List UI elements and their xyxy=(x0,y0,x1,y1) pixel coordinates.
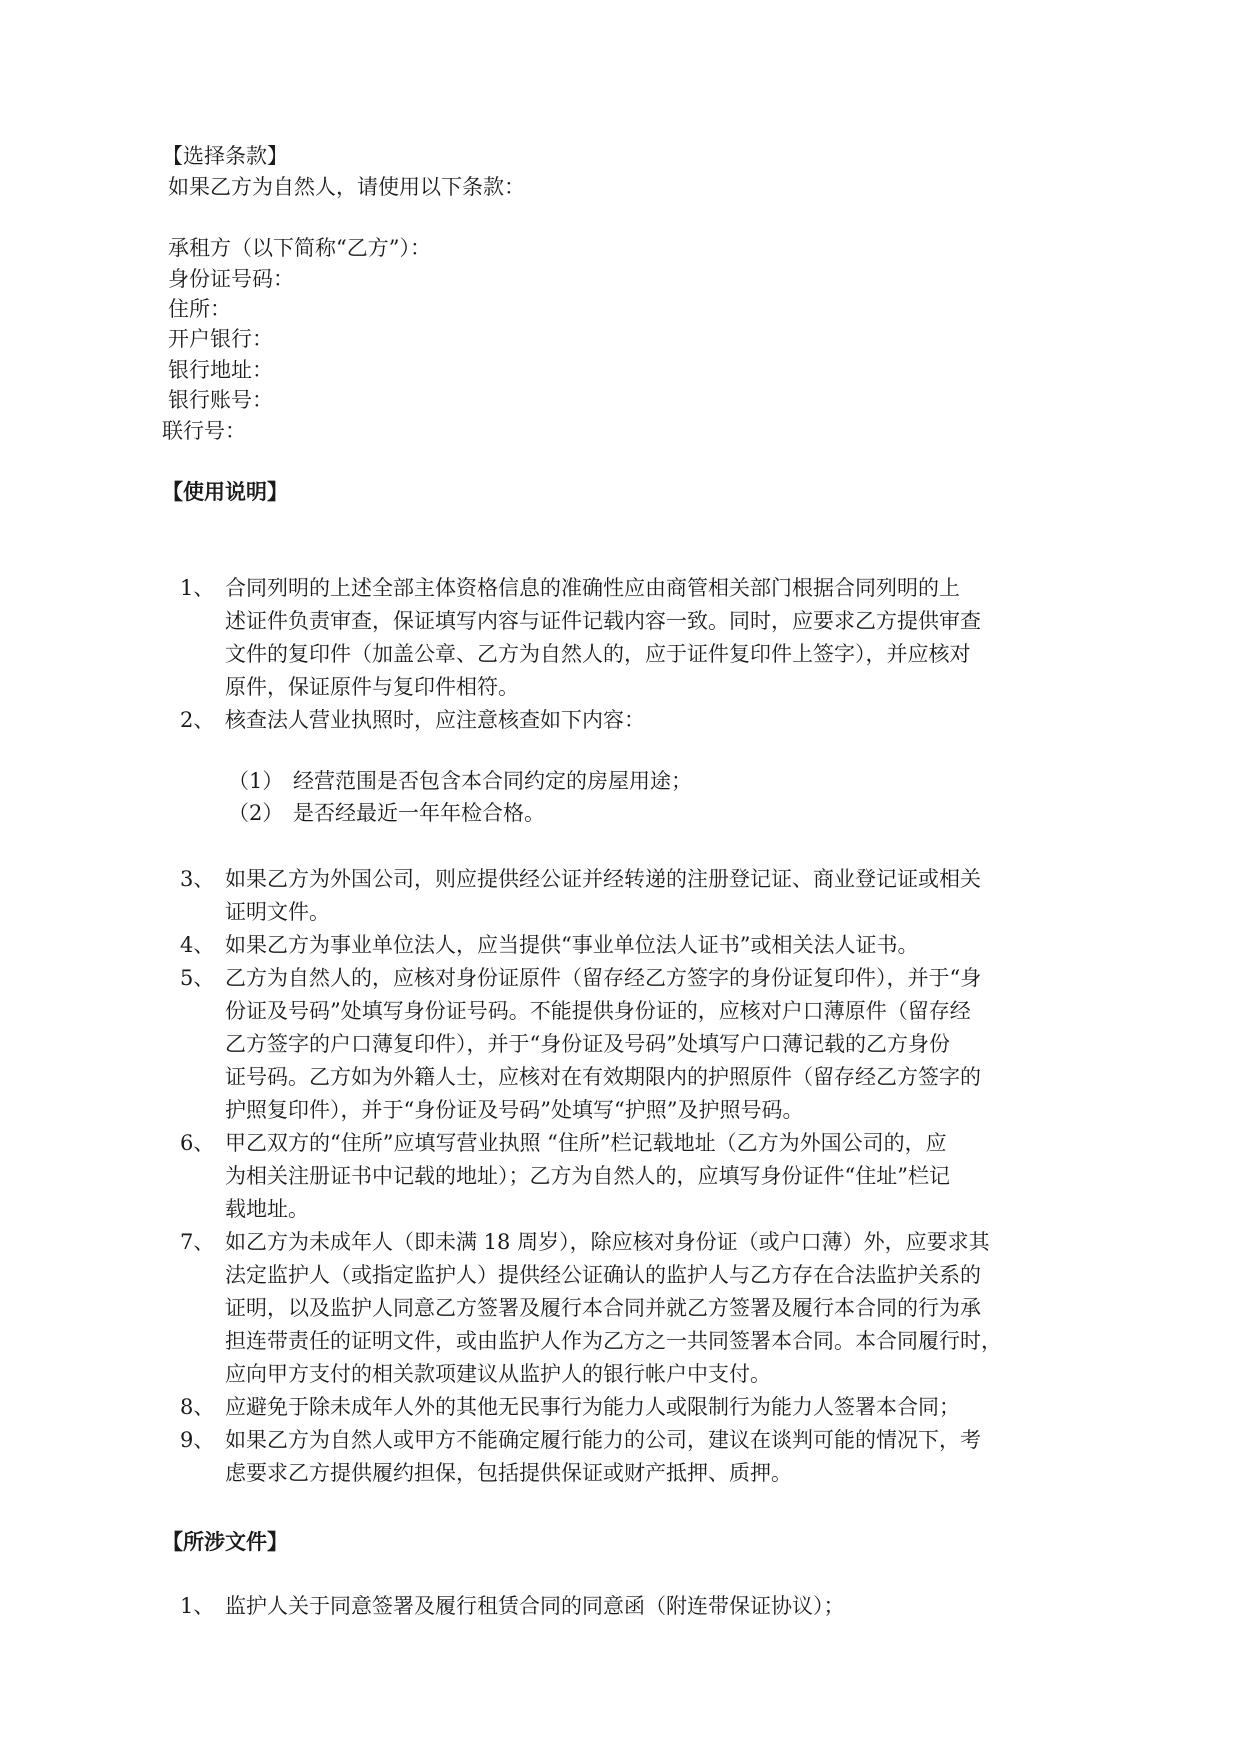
usage-item-9-number: 9、 xyxy=(180,1428,215,1452)
usage-item-4-number: 4、 xyxy=(180,933,215,957)
usage-item-8-number: 8、 xyxy=(180,1395,215,1419)
select-clause-title: 【选择条款】 xyxy=(162,144,288,168)
usage-item-1-line: 述证件负责审查，保证填写内容与证件记载内容一致。同时，应要求乙方提供审查 xyxy=(225,609,981,633)
usage-item-7 xyxy=(225,1226,1125,1391)
related-docs-title: 【所涉文件】 xyxy=(162,1529,288,1554)
usage-item-7-line: 如乙方为未成年人（即未满 18 周岁），除应核对身份证（或户口薄）外，应要求其 xyxy=(225,1230,990,1254)
usage-item-1-line: 合同列明的上述全部主体资格信息的准确性应由商管相关部门根据合同列明的上 xyxy=(225,576,960,600)
select-clause-intro: 如果乙方为自然人，请使用以下条款： xyxy=(168,175,525,199)
usage-item-1-number: 1、 xyxy=(180,576,215,600)
usage-item-1-line: 文件的复印件（加盖公章、乙方为自然人的，应于证件复印件上签字），并应核对 xyxy=(225,642,971,666)
usage-item-4-line: 如果乙方为事业单位法人，应当提供“事业单位法人证书”或相关法人证书。 xyxy=(225,933,919,957)
usage-item-7-line: 证明，以及监护人同意乙方签署及履行本合同并就乙方签署及履行本合同的行为承 xyxy=(225,1296,981,1320)
usage-item-4 xyxy=(225,929,1125,962)
usage-item-7-line: 应向甲方支付的相关款项建议从监护人的银行帐户中支付。 xyxy=(225,1362,771,1386)
usage-title: 【使用说明】 xyxy=(162,479,288,504)
usage-item-8-line: 应避免于除未成年人外的其他无民事行为能力人或限制行为能力人签署本合同； xyxy=(225,1395,960,1419)
usage-item-5-number: 5、 xyxy=(180,966,215,990)
usage-item-3 xyxy=(225,863,1125,929)
usage-item-7-number: 7、 xyxy=(180,1230,215,1254)
usage-item-7-line: 担连带责任的证明文件，或由监护人作为乙方之一共同签署本合同。本合同履行时， xyxy=(225,1329,1002,1353)
usage-item-7-line: 法定监护人（或指定监护人）提供经公证确认的监护人与乙方存在合法监护关系的 xyxy=(225,1263,981,1287)
usage-item-2-number: 2、 xyxy=(180,708,215,732)
usage-item-2-line: 核查法人营业执照时，应注意核查如下内容： xyxy=(225,708,645,732)
sub-item-1-number: （1） xyxy=(228,769,284,793)
field-bank: 开户银行： xyxy=(168,327,273,351)
usage-item-6-line: 甲乙双方的“住所”应填写营业执照 “住所”栏记载地址（乙方为外国公司的，应 xyxy=(225,1131,947,1155)
field-bank-address: 银行地址： xyxy=(168,358,273,382)
usage-item-3-number: 3、 xyxy=(180,867,215,891)
usage-item-1 xyxy=(225,572,1125,704)
usage-item-2 xyxy=(225,704,1125,737)
field-lessee: 承租方（以下简称“乙方”）： xyxy=(168,236,431,260)
usage-item-5-line: 份证及号码”处填写身份证号码。不能提供身份证的，应核对户口薄原件（留存经 xyxy=(225,999,971,1023)
sub-item-2-number: （2） xyxy=(228,801,284,825)
usage-item-5-line: 乙方为自然人的，应核对身份证原件（留存经乙方签字的身份证复印件），并于“身 xyxy=(225,966,982,990)
sub-item-1-text: 经营范围是否包含本合同约定的房屋用途； xyxy=(293,769,692,793)
usage-item-6 xyxy=(225,1127,1125,1226)
usage-item-5 xyxy=(225,962,1125,1127)
field-address: 住所： xyxy=(168,297,231,321)
field-bank-account: 银行账号： xyxy=(168,388,273,412)
related-doc-1-number: 1、 xyxy=(180,1594,215,1618)
usage-item-3-line: 如果乙方为外国公司，则应提供经公证并经转递的注册登记证、商业登记证或相关 xyxy=(225,867,981,891)
usage-item-5-line: 证号码。乙方如为外籍人士，应核对在有效期限内的护照原件（留存经乙方签字的 xyxy=(225,1065,981,1089)
usage-item-5-line: 乙方签字的户口薄复印件），并于“身份证及号码”处填写户口薄记载的乙方身份 xyxy=(225,1032,950,1056)
usage-item-8 xyxy=(225,1391,1125,1424)
usage-item-6-number: 6、 xyxy=(180,1131,215,1155)
usage-item-9-line: 虑要求乙方提供履约担保，包括提供保证或财产抵押、质押。 xyxy=(225,1461,792,1485)
usage-item-6-line: 载地址。 xyxy=(225,1197,309,1221)
related-doc-1 xyxy=(225,1590,1125,1623)
field-interbank-number: 联行号： xyxy=(162,419,246,443)
usage-item-5-line: 护照复印件），并于“身份证及号码”处填写“护照”及护照号码。 xyxy=(225,1098,804,1122)
sub-item-2-text: 是否经最近一年年检合格。 xyxy=(293,801,545,825)
usage-item-1-line: 原件，保证原件与复印件相符。 xyxy=(225,675,519,699)
field-id-number: 身份证号码： xyxy=(168,267,294,291)
related-doc-1-text: 监护人关于同意签署及履行租赁合同的同意函（附连带保证协议）； xyxy=(225,1594,845,1618)
usage-item-9 xyxy=(225,1424,1125,1490)
usage-item-9-line: 如果乙方为自然人或甲方不能确定履行能力的公司，建议在谈判可能的情况下，考 xyxy=(225,1428,981,1452)
usage-item-3-line: 证明文件。 xyxy=(225,900,330,924)
usage-item-6-line: 为相关注册证书中记载的地址）；乙方为自然人的，应填写身份证件“住址”栏记 xyxy=(225,1164,950,1188)
